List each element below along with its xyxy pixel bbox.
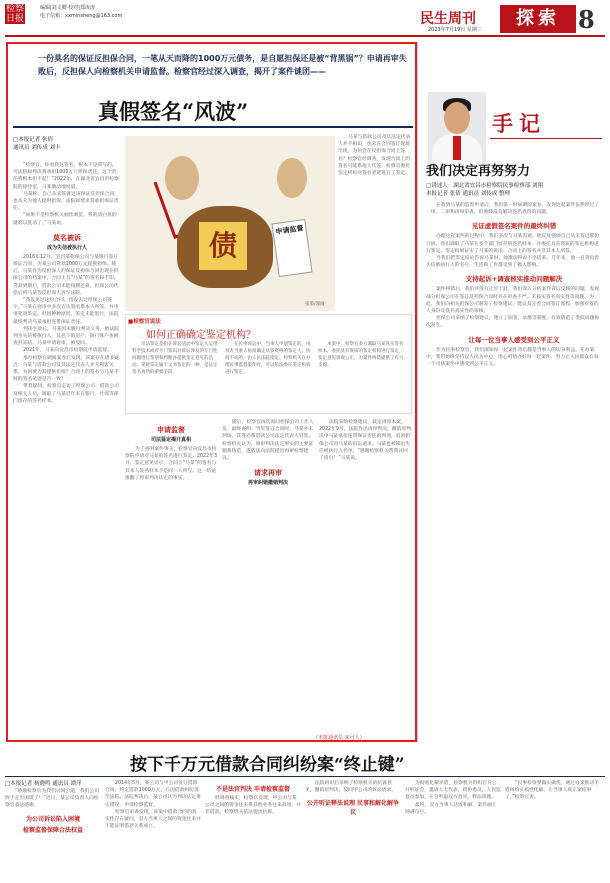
page-credits — [40, 4, 122, 20]
paragraph: 为了查明案件事实，检察官向宜昌市检察院申请对马某的签名进行鉴定。2022年3月，鉴定意见显示，合同上“马某”的签名与其本人签名样本不是同一人所写。这一结论推翻了原审判决认定的事实。 — [125, 447, 217, 481]
lower-column-2 — [222, 419, 314, 739]
paragraph: 2016年12月，宜昌某担保公司与某银行签订保证合同，为某公司贷款1000万元提供担保。随后，马某作为反担保人的保证反担保合同出现在担保公司的档案中，合同上有“马某”的签名和手印。贷款到期后，借款公司未能按期还款，担保公司代偿后将马某等反担保人诉至法院。 — [13, 254, 119, 296]
portrait-tie — [453, 136, 461, 160]
bottom-divider — [5, 776, 605, 777]
lower-column-3 — [319, 419, 411, 739]
paragraph: 在收到马某的监督申请后，我们第一时间调阅案卷，发现这起案件虽然经过了一审、二审和再审审查，但始终没有解决签名真伪的问题。 — [426, 203, 600, 216]
subheading: 见证虚假签名案件的最终纠错 — [471, 222, 557, 231]
subheading: 公开听证释法说理 民事和解化解争议 — [306, 800, 400, 817]
subheading: 让每一位当事人感受到公平正义 — [468, 335, 560, 344]
paragraph: 马某称，自己从未签署过该保证反担保合同，也从未为他人提供担保，法院却要求其承担保证责任。 — [13, 191, 119, 212]
paragraph: 司法鉴定是指在诉讼活动中鉴定人运用科学技术或者专门知识对诉讼涉及的专门性问题进行鉴别和判断并提供鉴定意见的活动。笔迹鉴定属于文书鉴定的一种，是认定签名真伪的重要手段。 — [132, 342, 218, 375]
paragraph: 2021年，马某向宜昌市检察院申请监督。 — [23, 348, 112, 354]
sidebar-byline — [426, 182, 602, 198]
bottom-column-2 — [105, 780, 201, 880]
lower-column-1 — [125, 419, 217, 739]
paragraph: 本案中，检察官多方调取马某真实签名样本，委托具有资质的鉴定机构进行鉴定，鉴定意见客观公正，为案件纠错提供了有力支撑。 — [318, 342, 404, 368]
bottom-column-4 — [305, 780, 401, 880]
paragraph: 法院再审后采纳了检察机关的抗诉意见，撤销原判决，驳回甲公司的诉讼请求。 — [305, 781, 397, 794]
paragraph: “检察官，你看我这签名，根本不是我写的，可法院却判决我承担1000万元担保责任，这个责任我根本担不起！”2022年，在湖北省宜昌市检察院的接待室，马某激动地说道。 — [13, 163, 119, 190]
column-banner: 探索 — [500, 5, 576, 33]
comment-box-title: 如何正确确定鉴定机构？ — [146, 330, 256, 341]
paragraph: “我没见过这份合同，也没去过担保公司签字。”马某在庭审中多次否认签名系本人所签，并申请笔迹鉴定。但因种种原因，鉴定未能进行，法院最终判决马某承担连带保证责任。 — [13, 298, 119, 325]
petition-document: 申请监督 — [271, 219, 312, 277]
bottom-column-5 — [405, 780, 501, 880]
subheading: 检察监督保障合法权益 — [22, 826, 83, 834]
bottom-column-6 — [505, 780, 601, 880]
comment-box-label: ■检察官说法 — [128, 319, 161, 325]
article-end-note: （本报通讯员 宋可人） — [313, 735, 365, 741]
paragraph: 2014年5月，某公司与甲公司签订借款合同，约定借款1000万元，后因借款纠纷诉至法院。法院判决后，某公司认为判决认定事实错误，申请检察监督。 — [105, 781, 201, 808]
paragraph: 随后，检察官再次询问担保公司工作人员，最终查明：当年签订合同时，马某并未到场，其签名系借款公司法定代表人冒签。检察机关认为，原审判决认定事实的主要证据系伪造，遂依法向法院提出再审检察建议。 — [222, 420, 314, 462]
paragraph: 担保公司采纳了检察建议，建立了面签、录像等制度，有效防范了类似问题再次发生。 — [426, 316, 600, 329]
sub-subheading: 司法鉴定揭开真相 — [150, 437, 191, 443]
article-lower-columns — [125, 419, 412, 739]
paragraph: 当我们把鉴定结论告诉马某时，他激动得说不出话来。几年来，他一直背负着失信被执行人的名号，生活和工作都受到了极大影响。 — [426, 256, 600, 269]
prosecutor-comment-box — [125, 314, 412, 414]
sub-subheading: 成为失信被执行人 — [46, 244, 87, 251]
portrait-face — [444, 102, 470, 134]
subheading: 申请监督 — [157, 426, 185, 434]
debt-character: 债 — [199, 222, 247, 270]
subheading: 请求再审 — [254, 469, 282, 478]
paragraph: 带着疑问，检察官走访了担保公司、借款公司及相关人员，调取了马某近年来在银行、社保等部门留存的签名样本。 — [13, 384, 119, 404]
paragraph: 经调查核实，检察官发现，甲公司与某公司之间的资金往来系其他业务往来款项，并非借款。检察机关依法提出抗诉。 — [205, 796, 301, 816]
sidebar-title: 我们决定再努努力 — [426, 164, 531, 179]
notes-column-label: 手记 — [492, 111, 546, 136]
subheading: 莫名被诉 — [53, 233, 81, 242]
sidebar-notes — [420, 42, 606, 732]
bottom-column-1 — [5, 780, 101, 880]
sidebar-body — [426, 202, 602, 732]
paragraph: 最终，双方当事人达成和解，案件画上圆满句号。 — [405, 802, 497, 815]
main-article — [6, 42, 417, 742]
subheading: 不是法官判决 申请检察监督 — [215, 786, 291, 793]
section-name: 民生周刊 — [420, 11, 476, 27]
bottom-article — [5, 780, 605, 880]
paragraph: 承办检察官调阅案卷后发现，该案存在诸多疑点：马某与借款公司及其法定代表人并无利害关系，为何要为其提供担保？合同上的签名与马某平时的签名笔迹是否一致？ — [13, 355, 119, 383]
paragraph: 作为民事检察官，我们深知每一起案件背后都是当事人的切身利益。在办案中，我们始终坚持以人民为中心，用心用情办好每一起案件，努力让人民群众在每一个司法案件中感受到公平正义。 — [426, 347, 599, 368]
page-number: 8 — [578, 5, 595, 34]
paragraph: 办理这起案件的过程中，我们多次与马某沟通。他反复强调自己从未签过那份合同。我们调取了马某在多个部门留存的签名样本，并委托具有资质的鉴定机构进行鉴定。鉴定结果证实了马某的说法：合同上的签名并非其本人所签。 — [426, 234, 600, 254]
article-byline — [13, 136, 121, 152]
article-lead: 一份莫名的保证反担保合同，一笔从天而降的1000万元债务，是自愿担保还是被“背黑锅”？申请再审失败后，反担保人向检察机关申请监督。检察官经过深入调查，揭开了案件谜团—— — [38, 54, 407, 76]
paragraph: 案件纠错后，我们并没有止步于此。我们深入分析案件背后反映的问题，发现部分担保公司在签订反担保合同时存在审查不严、未核实签名真实性等问题。为此，我们向相关担保公司制发了检察建议，建议其完善合同签订流程，加强对签约人身份及签名真实性的审核。 — [426, 287, 600, 315]
subheading: 支持起诉+调查核实推动问题解决 — [465, 275, 563, 284]
byline-narrator: □讲述人：湖北省宜昌市检察院民事检察部 刘翔 — [426, 183, 543, 189]
paragraph: “感谢检察官为我们讨回公道，我们公司终于走出困境了！”近日，某公司负责人向检察官表达感谢。 — [5, 789, 100, 809]
paragraph: 马某与借款公司及其法定代表人并不相识，也未在合同签订现场出现，为何会在反担保合同上签名？检察官经调查，发现合同上的签名可能系他人代签。检察官委托鉴定机构对签名笔迹进行了鉴定。 — [338, 135, 411, 177]
issue-date: 2023年7月19日 星期三 — [428, 27, 482, 33]
paragraph: 在民事诉讼中，当事人申请鉴定的，由双方当事人协商确定具备资格的鉴定人；协商不成的，由人民法院指定。检察机关在办理民事监督案件时，可以依法委托鉴定机构进行鉴定。 — [225, 342, 311, 375]
subheading: 为公司诉讼陷入困境 — [25, 815, 80, 823]
article-title: 真假签名“风波” — [98, 99, 249, 124]
newspaper-logo: 检察日报 — [5, 4, 24, 24]
header-divider — [5, 35, 605, 37]
paragraph: “民事检察要做实做优，通过办案推动矛盾纠纷实质性化解，让当事人真正案结事了。”检察官说。 — [505, 781, 600, 801]
bottom-byline: □本报记者 杨晓鸣 通讯员 谭洋 — [5, 781, 82, 787]
paragraph: 检察官审查发现，该案中借款合同的真实性存在疑问，双方当事人之间的资金往来并不能证明借款关系成立。 — [105, 809, 201, 830]
paragraph: “如果不是检察机关抽丝剥茧，我的清白真的就难以洗清了。”马某说。 — [13, 213, 117, 226]
sub-subheading: 再审纠错撤销判决 — [247, 480, 288, 487]
paragraph: 为彻底化解矛盾，检察机关组织召开公开听证会，邀请人大代表、政协委员、人民监督员参加，充分听取双方意见，释法说理。 — [405, 781, 501, 801]
cartoon-face-right — [277, 158, 307, 198]
masthead — [0, 0, 610, 38]
column-divider — [417, 42, 418, 742]
email-credit: 电子信箱：xxminsheng@163.com — [40, 13, 123, 19]
paragraph: 法院采纳检察建议，裁定再审本案。2022年9月，法院作出再审判决，撤销原判决中马某承担连带保证责任的判项，驳回担保公司对马某的诉讼请求。马某也被移出失信被执行人名单。“感谢检察机关帮我讨回了清白！”马某说。 — [319, 420, 411, 462]
editor-credit: 编辑|刘文卿 校对|郑涛涛 — [40, 5, 95, 11]
byline-correspondent: 通讯员 刘传成 刘丰 — [13, 145, 61, 151]
article-column-1 — [13, 162, 121, 737]
title-divider — [13, 126, 413, 128]
bottom-column-3 — [205, 780, 301, 880]
bottom-article-title: 按下千万元借款合同纠纷案“终止键” — [130, 755, 405, 775]
paragraph: 判决生效后，马某因未履行判决义务，被法院列为失信被执行人，其名下的房产、银行账户也被查封冻结。马某申请再审，被驳回。 — [13, 326, 119, 347]
cartoon-illustration — [125, 136, 335, 311]
author-portrait — [428, 92, 486, 168]
byline-reporter: □本报记者 张倩 — [13, 137, 53, 143]
byline-editors: 本报记者 张倩 通讯员 刘传成 整理 — [426, 191, 510, 197]
illustration-credit: 张策/漫画 — [305, 302, 325, 307]
notes-divider — [490, 138, 602, 139]
